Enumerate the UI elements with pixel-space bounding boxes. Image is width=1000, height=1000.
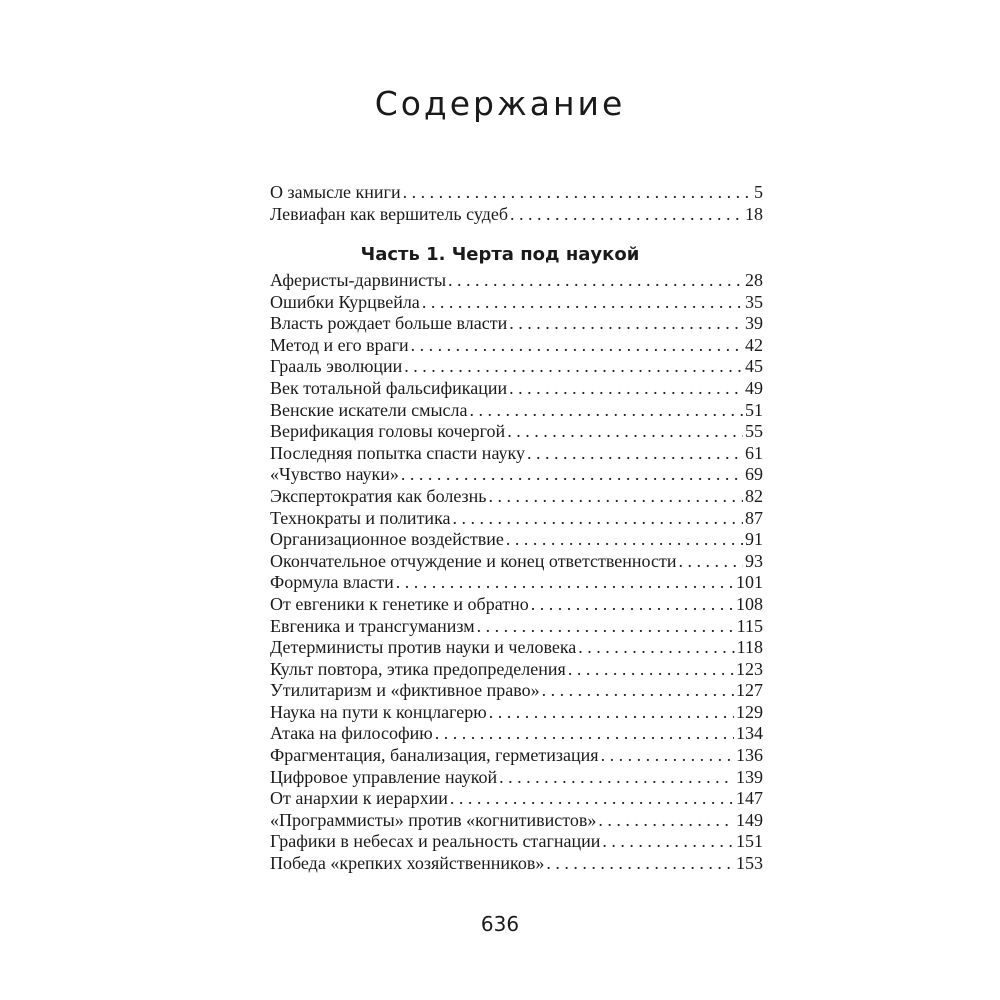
toc-entry-page: 49 [745, 377, 763, 398]
toc-entry-title: «Программисты» против «когнитивистов» [270, 809, 597, 830]
dot-leader [401, 464, 743, 486]
page-title: Содержание [374, 84, 626, 123]
toc-entry-page: 151 [736, 831, 763, 852]
toc-entry [270, 723, 763, 745]
toc-entry-title: Ошибки Курцвейла [270, 291, 420, 312]
toc-entry-title: Организационное воздействие [270, 529, 504, 550]
toc-entry-title: От евгеники к генетике и обратно [270, 593, 529, 614]
toc-entry-page: 147 [736, 788, 763, 809]
dot-leader [422, 292, 743, 314]
toc-entry-title: «Чувство науки» [270, 464, 399, 485]
toc-entry-title: Власть рождает больше власти [270, 313, 508, 334]
toc-entry-page: 129 [736, 701, 763, 722]
toc-entry [270, 356, 763, 378]
dot-leader [510, 204, 743, 226]
toc-entry-title: Экспертократия как болезнь [270, 485, 487, 506]
toc-entry [270, 853, 763, 875]
dot-leader [396, 572, 734, 594]
toc-entry [270, 831, 763, 853]
toc-entry [270, 204, 763, 226]
toc-entry [270, 616, 763, 638]
toc-entry [270, 508, 763, 530]
toc-entry-title: Последняя попытка спасти науку [270, 442, 526, 463]
toc-entry-title: Венские искатели смысла [270, 399, 468, 420]
toc-entry-title: Верификация головы кочергой [270, 421, 506, 442]
toc-entry-page: 101 [736, 572, 763, 593]
toc-entry-page: 51 [745, 399, 763, 420]
toc-entry-page: 61 [745, 442, 763, 463]
toc-entry-title: Утилитаризм и «фиктивное право» [270, 680, 540, 701]
dot-leader [489, 486, 743, 508]
toc-entry [270, 400, 763, 422]
dot-leader [435, 723, 734, 745]
toc-entry [270, 594, 763, 616]
dot-leader [531, 594, 734, 616]
dot-leader [404, 356, 743, 378]
toc-entry [270, 788, 763, 810]
dot-leader [477, 616, 735, 638]
toc-entry-page: 42 [745, 334, 763, 355]
toc-entry-page: 118 [736, 637, 763, 658]
toc-entry-page: 134 [736, 723, 763, 744]
toc-entry [270, 680, 763, 702]
toc-entry [270, 486, 763, 508]
part-heading: Часть 1. Черта под наукой [360, 244, 640, 265]
dot-leader [489, 702, 734, 724]
dot-leader [507, 421, 743, 443]
toc-entry [270, 659, 763, 681]
dot-leader [578, 637, 734, 659]
dot-leader [602, 831, 734, 853]
toc-entry-title: Век тотальной фальсификации [270, 377, 508, 398]
toc-entry [270, 551, 763, 573]
dot-leader [546, 853, 734, 875]
toc-entry-page: 91 [745, 529, 763, 550]
toc-entry-title: О замысле книги [270, 182, 401, 202]
dot-leader [601, 745, 734, 767]
toc-entry-title: Левиафан как вершитель судеб [270, 203, 509, 224]
dot-leader [448, 270, 743, 292]
toc-part1-list [270, 270, 763, 875]
toc-entry-page: 93 [745, 550, 763, 571]
toc-entry [270, 421, 763, 443]
toc-entry [270, 572, 763, 594]
toc-entry-title: Аферисты-дарвинисты [270, 270, 447, 290]
dot-leader [470, 400, 743, 422]
toc-entry-page: 82 [745, 485, 763, 506]
toc-entry-page: 87 [745, 507, 763, 528]
toc-entry-title: Цифровое управление наукой [270, 766, 498, 787]
toc-entry [270, 335, 763, 357]
toc-entry-page: 139 [736, 766, 763, 787]
toc-entry [270, 702, 763, 724]
dot-leader [568, 659, 734, 681]
toc-intro-list [270, 182, 763, 225]
toc-entry [270, 443, 763, 465]
toc-entry [270, 529, 763, 551]
dot-leader [453, 508, 743, 530]
toc-entry-page: 127 [736, 680, 763, 701]
toc-entry-title: Формула власти [270, 572, 394, 593]
toc-entry [270, 313, 763, 335]
toc-entry-title: От анархии к иерархии [270, 788, 448, 809]
toc-entry-title: Технократы и политика [270, 507, 451, 528]
toc-entry-title: Фрагментация, банализация, герметизация [270, 745, 599, 766]
dot-leader [678, 551, 743, 573]
toc-entry-page: 123 [736, 658, 763, 679]
toc-entry [270, 637, 763, 659]
toc-entry-page: 45 [745, 356, 763, 377]
toc-entry [270, 767, 763, 789]
toc-entry [270, 270, 763, 292]
toc-entry-page: 5 [754, 182, 763, 202]
dot-leader [598, 810, 734, 832]
toc-entry-title: Евгеника и трансгуманизм [270, 615, 475, 636]
toc-entry-title: Грааль эволюции [270, 356, 403, 377]
page-number: 636 [480, 912, 520, 936]
toc-entry-page: 136 [736, 745, 763, 766]
dot-leader [542, 680, 734, 702]
toc-entry-title: Детерминисты против науки и человека [270, 637, 577, 658]
toc-entry-page: 69 [745, 464, 763, 485]
toc-entry [270, 292, 763, 314]
toc-entry-title: Окончательное отчуждение и конец ответственности [270, 550, 677, 571]
toc-entry-title: Наука на пути к концлагерю [270, 701, 487, 722]
toc-entry-page: 153 [736, 853, 763, 874]
toc-entry [270, 182, 763, 204]
toc-entry-title: Атака на философию [270, 723, 433, 744]
toc-entry-title: Графики в небесах и реальность стагнации [270, 831, 601, 852]
toc-entry-page: 55 [745, 421, 763, 442]
toc-entry-title: Метод и его враги [270, 334, 409, 355]
toc-entry-page: 115 [736, 615, 763, 636]
dot-leader [499, 767, 734, 789]
toc-entry [270, 745, 763, 767]
toc-entry-title: Культ повтора, этика предопределения [270, 658, 566, 679]
toc-entry-page: 149 [736, 809, 763, 830]
toc-entry-page: 28 [745, 270, 763, 290]
toc-entry-page: 18 [745, 203, 763, 224]
toc-entry [270, 464, 763, 486]
dot-leader [527, 443, 743, 465]
toc-entry [270, 378, 763, 400]
dot-leader [506, 529, 743, 551]
dot-leader [450, 788, 734, 810]
toc-entry-title: Победа «крепких хозяйственников» [270, 853, 545, 874]
toc-entry-page: 108 [736, 593, 763, 614]
dot-leader [509, 378, 743, 400]
dot-leader [411, 335, 743, 357]
toc-entry [270, 810, 763, 832]
toc-entry-page: 35 [745, 291, 763, 312]
dot-leader [509, 313, 743, 335]
dot-leader [403, 182, 752, 204]
toc-entry-page: 39 [745, 313, 763, 334]
